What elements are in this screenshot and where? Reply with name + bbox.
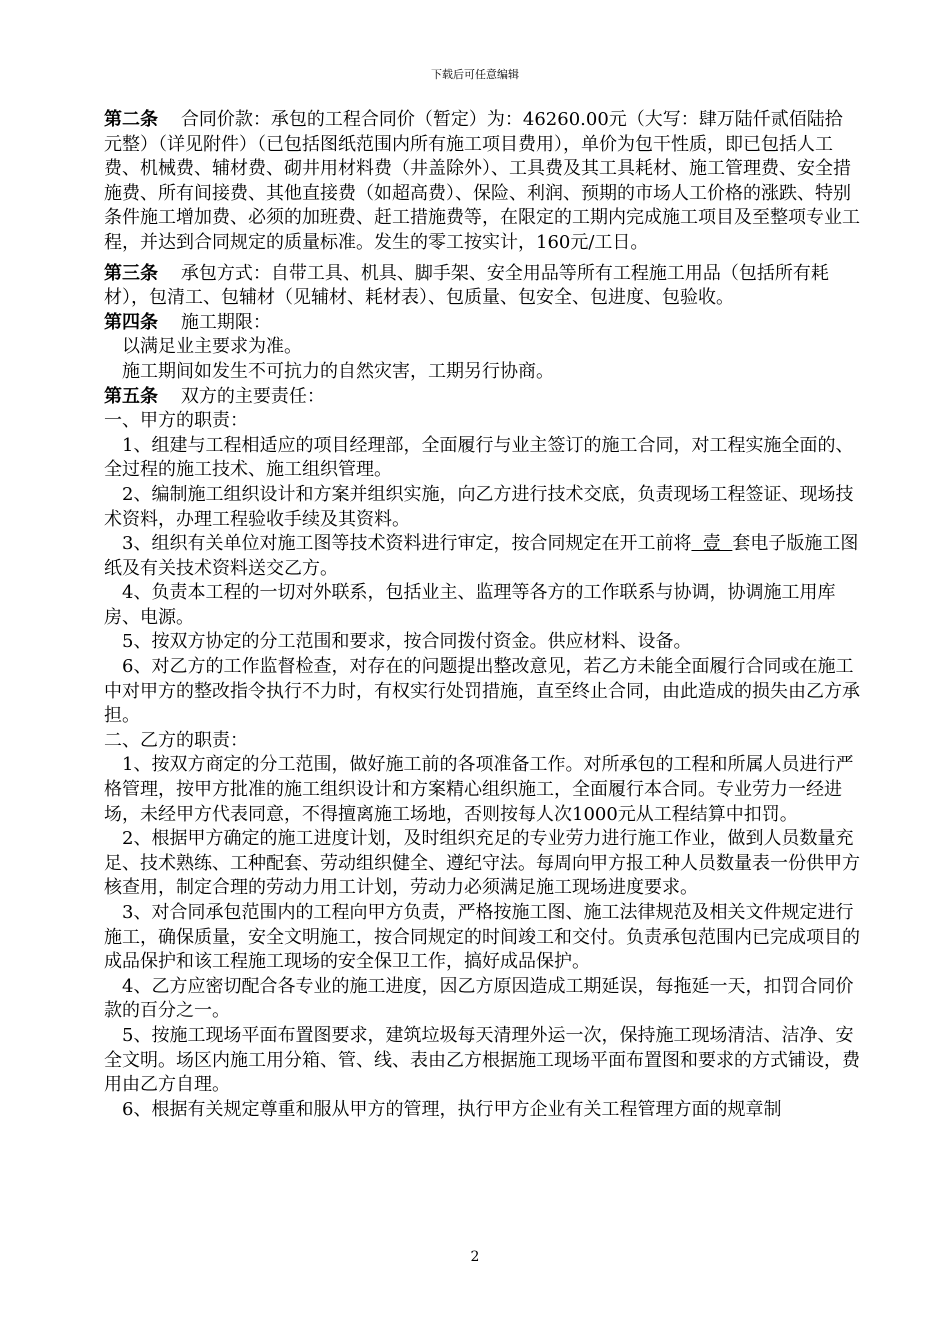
party-b-item-4: 4、乙方应密切配合各专业的施工进度，因乙方原因造成工期延误，每拖延一天，扣罚合同价款的百分之一。 xyxy=(104,975,854,1022)
party-b-heading: 二、乙方的职责： xyxy=(104,729,248,751)
article-4 xyxy=(104,311,860,336)
party-a-item-3 xyxy=(104,532,860,581)
party-a-item-6: 6、对乙方的工作监督检查，对存在的问题提出整改意见，若乙方未能全面履行合同或在施工中对甲方的整改指令执行不力时，有权实行处罚措施，直至终止合同，由此造成的损失由乙方承担。 xyxy=(104,656,860,727)
party-a-item-5: 5、按双方协定的分工范围和要求，按合同拨付资金。供应材料、设备。 xyxy=(122,631,692,653)
party-a-item-2: 2、编制施工组织设计和方案并组织实施，向乙方进行技术交底，负责现场工程签证、现场技术资料，办理工程验收手续及其资料。 xyxy=(104,483,854,530)
article-5-label: 第五条 xyxy=(104,385,158,407)
party-a-item-3-before: 3、组织有关单位对施工图等技术资料进行审定，按合同规定在开工前将 xyxy=(122,533,692,555)
party-b-item-5: 5、按施工现场平面布置图要求，建筑垃圾每天清理外运一次，保持施工现场清洁、洁净、安全文明。场区内施工用分箱、管、线、表由乙方根据施工现场平面布置图和要求的方式铺设，费用由乙方自理。 xyxy=(104,1024,860,1096)
article-2 xyxy=(104,108,860,256)
article-4-label: 第四条 xyxy=(104,311,158,333)
article-5-text: 双方的主要责任： xyxy=(180,385,325,407)
document-body xyxy=(104,108,860,1122)
party-a-item-4: 4、负责本工程的一切对外联系，包括业主、监理等各方的工作联系与协调，协调施工用库房、电源。 xyxy=(104,582,836,628)
party-a-heading: 一、甲方的职责： xyxy=(104,410,248,432)
party-a-item-3-after: 套电子版施工图纸及有关技术资料送交乙方。 xyxy=(104,533,859,579)
article-4-line-2: 施工期间如发生不可抗力的自然灾害，工期另行协商。 xyxy=(122,360,554,382)
copies-blank: 壹 xyxy=(691,533,733,555)
article-4-text: 施工期限： xyxy=(180,311,271,333)
page-number: 2 xyxy=(470,1249,480,1265)
party-b-item-1: 1、按双方商定的分工范围，做好施工前的各项准备工作。对所承包的工程和所属人员进行严格管理，按甲方批准的施工组织设计和方案精心组织施工，全面履行本合同。专业劳力一经进场，未经甲方代表同意，不得擅离施工场地，否则按每人次1000元从工程结算中扣罚。 xyxy=(104,754,854,825)
party-b-item-6: 6、根据有关规定尊重和服从甲方的管理，执行甲方企业有关工程管理方面的规章制 xyxy=(122,1098,782,1120)
article-3 xyxy=(104,262,860,311)
article-5 xyxy=(104,385,860,410)
article-2-label: 第二条 xyxy=(104,109,158,130)
party-b-item-2: 2、根据甲方确定的施工进度计划，及时组织充足的专业劳力进行施工作业，做到人员数量充足、技术熟练、工种配套、劳动组织健全、遵纪守法。每周向甲方报工种人员数量表一份供甲方核查用，制定合理的劳动力用工计划，劳动力必须满足施工现场进度要求。 xyxy=(104,828,860,899)
page-header: 下载后可任意编辑 xyxy=(431,68,519,81)
article-3-text: 承包方式：自带工具、机具、脚手架、安全用品等所有工程施工用品（包括所有耗材），包清工、包辅材（见辅材、耗材表）、包质量、包安全、包进度、包验收。 xyxy=(104,262,829,309)
article-4-line-1: 以满足业主要求为准。 xyxy=(122,336,302,358)
article-3-label: 第三条 xyxy=(104,262,158,284)
article-2-text: 合同价款：承包的工程合同价（暂定）为：46260.00元（大写：肆万陆仟贰佰陆拾元整）（详见附件）（已包括图纸范围内所有施工项目费用），单价为包干性质，即已包括人工费、机械费、辅材费、砌井用材料费（井盖除外）、工具费及其工具耗材、施工管理费、安全措施费、所有间接费、其他直接费（如超高费）、保险、利润、预期的市场人工价格的涨跌、特别条件施工增加费、必须的加班费、赶工措施费等，在限定的工期内完成施工项目及至整项专业工程，并达到合同规定的质量标准。发生的零工按实计，160元/工日。 xyxy=(104,109,860,253)
party-a-item-1: 1、组建与工程相适应的项目经理部，全面履行与业主签订的施工合同，对工程实施全面的、全过程的施工技术、施工组织管理。 xyxy=(104,434,854,481)
party-b-item-3: 3、对合同承包范围内的工程向甲方负责，严格按施工图、施工法律规范及相关文件规定进行施工，确保质量，安全文明施工，按合同规定的时间竣工和交付。负责承包范围内已完成项目的成品保护和该工程施工现场的安全保卫工作，搞好成品保护。 xyxy=(104,902,860,973)
